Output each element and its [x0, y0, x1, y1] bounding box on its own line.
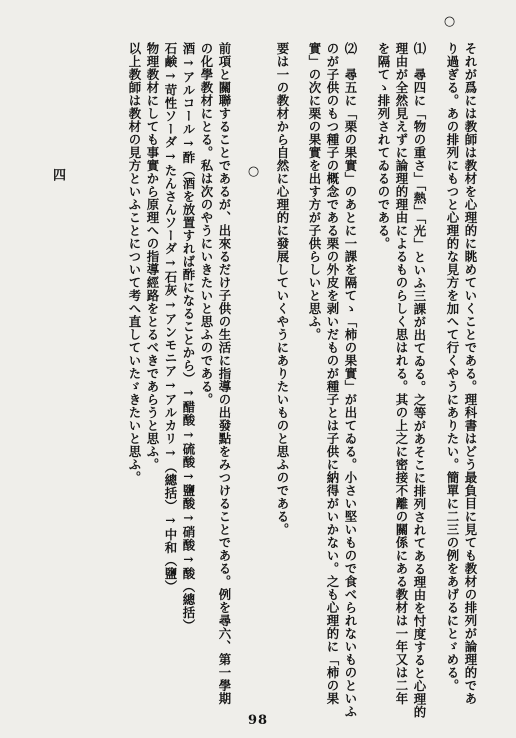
page-number: 98 — [248, 713, 269, 728]
circle-mark-top: ○ — [442, 14, 457, 29]
text-column-5: を隔てゝ排列されてゐるのである。 — [376, 42, 391, 250]
text-column-6: ⑵ 尋五に「栗の果實」のあとに一課を隔てゝ「柿の果實」が出てゐる。小さい堅いもので食べられないものといふ — [343, 42, 358, 718]
text-column-13: 石鹸→苛性ソーダ→たんさんソーダ→石灰→アンモニア→アルカリ→（總括）→中和（鹽） — [163, 42, 178, 594]
text-column-3: ⑴ 尋四に「物の重さ」「熱」「光」といふ三課が出てゐる。之等があそこに排列されてある理由を忖度すると心理的 — [412, 42, 427, 719]
text-column-12: 酒→アルコール→酢（酒を放置すれば酢になることから）→醋酸→硫酸→鹽酸→硝酸→酸（總括） — [181, 42, 196, 633]
text-column-11: の化學教材にとる。私は次のやうにいきたいと思ふのである。 — [199, 42, 214, 406]
text-column-1: それが爲には教師は教材を心理的に眺めていくことである。理科書はどう最負目に見ても教材の排列が論理的であ — [463, 42, 478, 705]
circle-mark-middle: ○ — [246, 164, 261, 179]
text-column-2: り過ぎる。あの排列にもつと心理的な見方を加へて行くやうにありたい。簡單に二三の例をあげるにとゞめる。 — [445, 42, 460, 692]
text-column-4: 理由が全然見えずに論理的理由によるものらしく思はれる。其の上之に密接不離の關係にある教材は一年又は二年 — [394, 42, 409, 705]
text-column-9: 要は一の教材から自然に心理的に發展していくやうにありたいものと思ふのである。 — [275, 42, 290, 536]
section-heading: 四 — [50, 168, 65, 181]
text-column-15: 以上教師は教材の見方といふことについて考へ直していたゞきたいと思ふ。 — [127, 42, 142, 484]
text-column-8: 實」の次に栗の果實を出す方が子供らしいと思ふ。 — [307, 42, 322, 341]
text-column-7: のが子供のもつ種子の概念である栗の外皮を剥いだものが種子とは子供に納得がいかない。之も心理的に「柿の果 — [325, 42, 340, 705]
text-column-10: 前項と關聯することであるが、出來るだけ子供の生活に指導の出發點をみつけることである。例を尋六、第一學期 — [217, 42, 232, 705]
text-column-14: 物理教材にしても事實から原理への指導經路をとるべきであらうと思ふ。 — [145, 42, 160, 471]
